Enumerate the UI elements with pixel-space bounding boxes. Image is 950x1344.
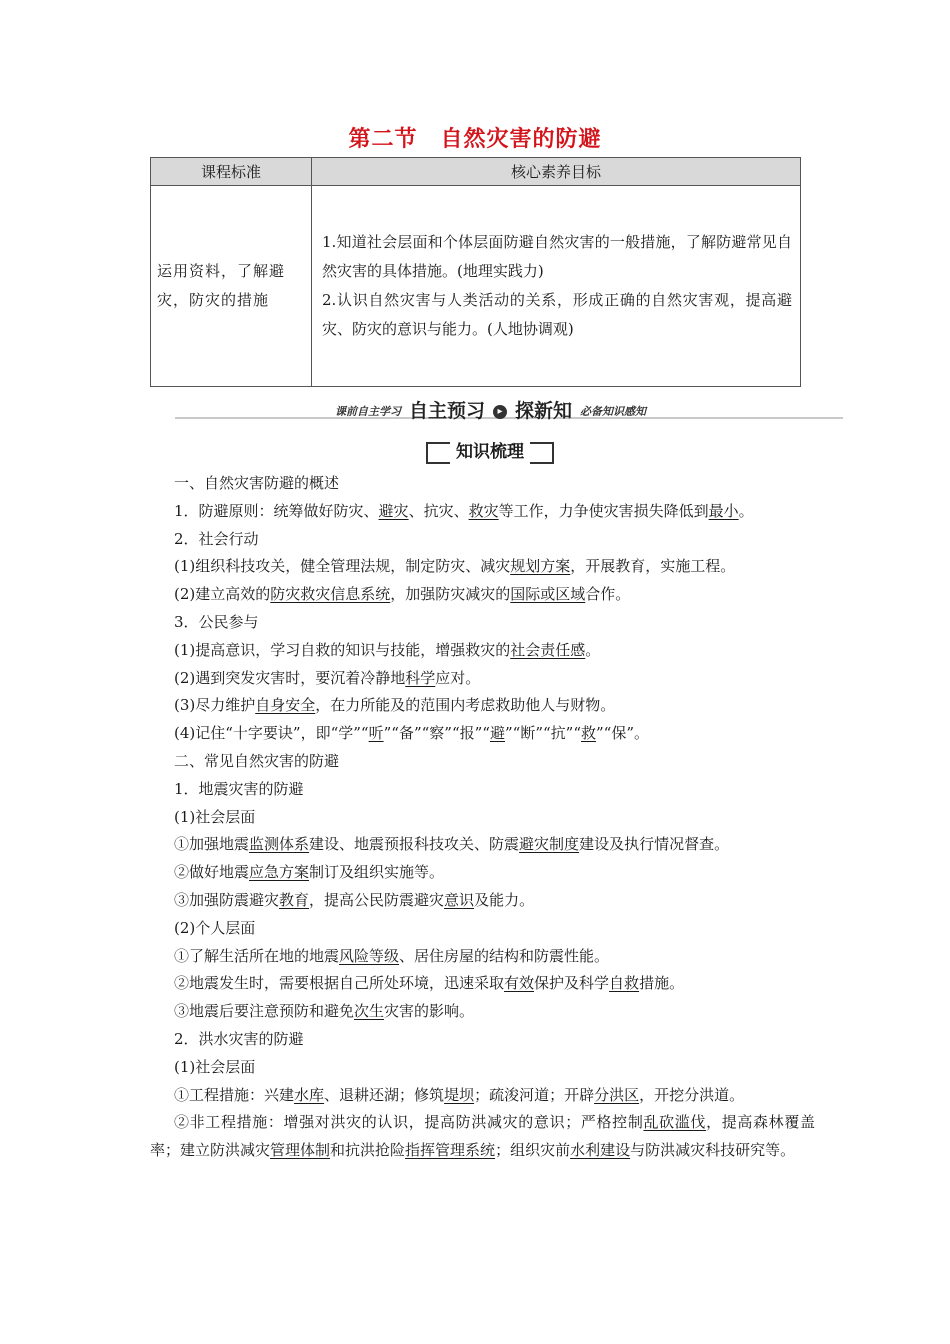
paragraph-text: ，开展教育，实施工程。 — [570, 557, 736, 576]
content-paragraph — [150, 859, 815, 887]
underlined-answer: 监测体系 — [249, 835, 310, 854]
paragraph-text: ①了解生活所在地的地震 — [174, 946, 340, 965]
paragraph-text: ③加强防震避灾 — [174, 890, 280, 909]
paragraph-text: (1)社会层面 — [174, 807, 256, 826]
paragraph-text: ②地震发生时，需要根据自己所处环境，迅速采取 — [174, 974, 505, 993]
underlined-answer: 防灾救灾信息系统 — [270, 585, 391, 604]
section-label: 知识梳理 — [450, 440, 530, 464]
underlined-answer: 应急方案 — [249, 863, 310, 882]
knowledge-content — [150, 470, 815, 1165]
goal-1: 1.知道社会层面和个体层面防避自然灾害的一般措施，了解防避常见自然灾害的具体措施。(地理实践力) — [322, 233, 792, 280]
content-paragraph — [150, 970, 815, 998]
content-paragraph — [150, 637, 815, 665]
section-banner — [175, 396, 843, 422]
paragraph-text: 3．公民参与 — [174, 612, 259, 631]
content-paragraph — [150, 1054, 815, 1082]
banner-main-2: 探新知 — [515, 400, 573, 422]
content-paragraph — [150, 943, 815, 971]
paragraph-text: ；疏浚河道；开辟 — [474, 1085, 595, 1104]
header-goals: 核心素养目标 — [312, 158, 801, 186]
paragraph-text: 。 — [738, 501, 754, 520]
content-paragraph — [150, 776, 815, 804]
content-paragraph — [150, 748, 815, 776]
goals-cell — [312, 186, 801, 387]
content-paragraph — [150, 692, 815, 720]
underlined-answer: 避灾 — [378, 501, 409, 520]
goal-2: 2.认识自然灾害与人类活动的关系，形成正确的自然灾害观，提高避灾、防灾的意识与能力。(人地协调观) — [322, 291, 792, 338]
paragraph-text: ，加强防灾减灾的 — [390, 585, 511, 604]
underlined-answer: 乱砍滥伐 — [643, 1113, 707, 1132]
content-paragraph — [150, 665, 815, 693]
paragraph-text: 制订及组织实施等。 — [309, 863, 445, 882]
paragraph-text: 。 — [585, 640, 601, 659]
paragraph-text: 保护及科学 — [534, 974, 610, 993]
paragraph-text: (1)组织科技攻关，健全管理法规，制定防灾、减灾 — [174, 557, 511, 576]
paragraph-text: 、退耕还湖；修筑 — [324, 1085, 445, 1104]
curriculum-table — [150, 157, 801, 387]
section-label-box — [426, 440, 554, 464]
underlined-answer: 救 — [581, 724, 597, 743]
paragraph-text: (2)遇到突发灾害时，要沉着冷静地 — [174, 668, 406, 687]
paragraph-text: ①加强地震 — [174, 835, 250, 854]
underlined-answer: 风险等级 — [339, 946, 400, 965]
paragraph-text: 2．洪水灾害的防避 — [174, 1029, 304, 1048]
paragraph-text: ，在力所能及的范围内考虑救助他人与财物。 — [315, 696, 616, 715]
underlined-answer: 水库 — [294, 1085, 325, 1104]
header-standard: 课程标准 — [151, 158, 312, 186]
paragraph-text: (3)尽力维护 — [174, 696, 256, 715]
paragraph-text: 二、常见自然灾害的防避 — [174, 751, 340, 770]
content-paragraph — [150, 887, 815, 915]
paragraph-text: ”“备”“察”“报”“ — [383, 724, 490, 743]
paragraph-text: ”“保”。 — [596, 724, 650, 743]
underlined-answer: 管理体制 — [270, 1141, 331, 1160]
paragraph-text: 、抗灾、 — [408, 501, 469, 520]
paragraph-text: 2．社会行动 — [174, 529, 259, 548]
paragraph-text: ②非工程措施：增强对洪灾的认识，提高防洪减灾的意识；严格控制 — [174, 1113, 644, 1132]
paragraph-text: 灾害的影响。 — [384, 1002, 475, 1021]
paragraph-text: ②做好地震 — [174, 863, 250, 882]
paragraph-text: ，开挖分洪道。 — [639, 1085, 745, 1104]
content-paragraph — [150, 609, 815, 637]
paragraph-text: 应对。 — [435, 668, 481, 687]
paragraph-text: (2)个人层面 — [174, 918, 256, 937]
underlined-answer: 避 — [489, 724, 505, 743]
paragraph-text: ，提高森林覆盖率；建立防洪减灾 — [150, 1113, 815, 1160]
underlined-answer: 国际或区域 — [510, 585, 586, 604]
underlined-answer: 水利建设 — [570, 1141, 631, 1160]
paragraph-text: 与防洪减灾科技研究等。 — [630, 1141, 796, 1160]
content-paragraph — [150, 804, 815, 832]
underlined-answer: 分洪区 — [594, 1085, 640, 1104]
paragraph-text: 1．防避原则：统筹做好防灾、 — [174, 501, 379, 520]
paragraph-text: 等工作，力争使灾害损失降低到 — [498, 501, 709, 520]
paragraph-text: ；组织灾前 — [495, 1141, 571, 1160]
paragraph-text: 1．地震灾害的防避 — [174, 779, 304, 798]
arrow-icon: ▸ — [493, 405, 507, 419]
paragraph-text: (2)建立高效的 — [174, 585, 271, 604]
banner-right: 必备知识感知 — [580, 405, 647, 418]
banner-main-1: 自主预习 — [409, 400, 486, 422]
content-paragraph — [150, 470, 815, 498]
content-paragraph — [150, 526, 815, 554]
underlined-answer: 有效 — [504, 974, 535, 993]
paragraph-text: 和抗洪抢险 — [330, 1141, 406, 1160]
paragraph-text: 措施。 — [639, 974, 685, 993]
paragraph-text: 及能力。 — [474, 890, 535, 909]
paragraph-text: 合作。 — [585, 585, 631, 604]
underlined-answer: 次生 — [354, 1002, 385, 1021]
paragraph-text: ③地震后要注意预防和避免 — [174, 1002, 355, 1021]
paragraph-text: 、居住房屋的结构和防震性能。 — [399, 946, 610, 965]
content-paragraph — [150, 1026, 815, 1054]
standard-cell: 运用资料，了解避灾，防灾的措施 — [151, 186, 312, 387]
paragraph-text: 建设、地震预报科技攻关、防震 — [309, 835, 520, 854]
content-paragraph — [150, 720, 815, 748]
underlined-answer: 规划方案 — [510, 557, 571, 576]
underlined-answer: 意识 — [444, 890, 475, 909]
underlined-answer: 堤坝 — [444, 1085, 475, 1104]
underlined-answer: 科学 — [405, 668, 436, 687]
page-title: 第二节 自然灾害的防避 — [348, 126, 602, 152]
paragraph-text: ”“断”“抗”“ — [504, 724, 581, 743]
underlined-answer: 指挥管理系统 — [405, 1141, 496, 1160]
underlined-answer: 救灾 — [468, 501, 499, 520]
paragraph-text: (1)提高意识，学习自救的知识与技能，增强救灾的 — [174, 640, 511, 659]
underlined-answer: 最小 — [708, 501, 739, 520]
content-paragraph — [150, 998, 815, 1026]
underlined-answer: 教育 — [279, 890, 310, 909]
underlined-answer: 听 — [368, 724, 384, 743]
content-paragraph — [150, 915, 815, 943]
content-paragraph — [150, 1109, 815, 1165]
paragraph-text: 建设及执行情况督查。 — [579, 835, 730, 854]
content-paragraph — [150, 553, 815, 581]
banner-left: 课前自主学习 — [335, 405, 401, 418]
paragraph-text: ①工程措施：兴建 — [174, 1085, 295, 1104]
content-paragraph — [150, 831, 815, 859]
underlined-answer: 避灾制度 — [519, 835, 580, 854]
underlined-answer: 自救 — [609, 974, 640, 993]
underlined-answer: 社会责任感 — [510, 640, 586, 659]
paragraph-text: ，提高公民防震避灾 — [309, 890, 445, 909]
content-paragraph — [150, 581, 815, 609]
paragraph-text: (1)社会层面 — [174, 1057, 256, 1076]
paragraph-text: (4)记住“十字要诀”，即“学”“ — [174, 724, 369, 743]
paragraph-text: 一、自然灾害防避的概述 — [174, 474, 340, 492]
content-paragraph — [150, 498, 815, 526]
underlined-answer: 自身安全 — [255, 696, 316, 715]
content-paragraph — [150, 1082, 815, 1110]
